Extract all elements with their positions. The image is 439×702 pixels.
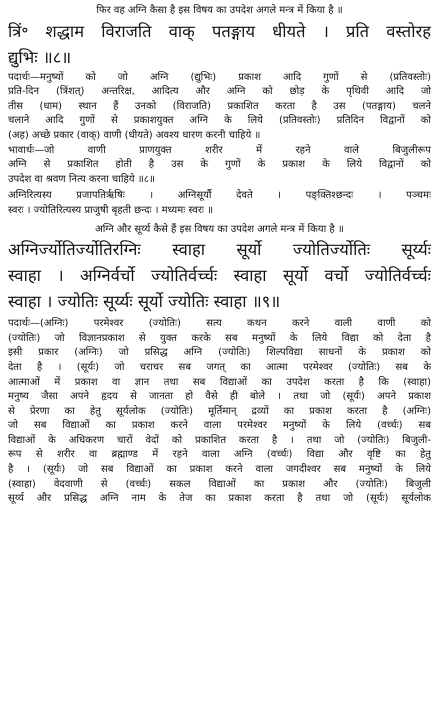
padartha-9-line-6: मनुष्य जैसा अपने हृदय से जानता हो वैसे ही बोले । तथा जो (सूर्यः) अपने प्रकाश: [8, 391, 431, 403]
padartha-9-line-3: इसी प्रकार (अग्निः) जो प्रसिद्ध अग्नि (ज्योतिः) शिल्पविद्या साधनों के प्रकाश को: [8, 347, 431, 359]
padartha-9-line-5: आत्माओं में प्रकाश वा ज्ञान तथा सब विद्याओं का उपदेश करता है कि (स्वाहा): [8, 376, 431, 388]
padartha-9-line-4: देता है । (सूर्यः) जो चराचर सब जगत् का आत्मा परमेश्वर (ज्योतिः) सब के: [8, 361, 431, 373]
padartha-8-line-3: तीस (धाम) स्थान हैं उनको (विराजति) प्रकाशित करता है उस (पतङ्गाय) चलने: [8, 100, 431, 112]
padartha-8-line-1: पदार्थः—मनुष्यों को जो अग्नि (द्युभिः) प्रकाश आदि गुणों से (प्रतिवस्तोः): [8, 71, 431, 83]
padartha-9-line-2: (ज्योतिः) जो विज्ञानप्रकाश से युक्त करके सब मनुष्यों के लिये विद्या को देता है: [8, 332, 431, 344]
padartha-8-line-4: चलाने आदि गुणों से प्रकाशयुक्त अग्नि के लिये (प्रतिवस्तोः) प्रतिदिन विद्वानों को: [8, 115, 431, 127]
mantra-9-line-2: स्वाहा । अग्निर्वर्चो ज्योतिर्वर्च्चः स्वाहा सूर्यो वर्चो ज्योतिर्वर्च्चः: [8, 266, 431, 286]
padartha-8-line-2: प्रति-दिन (त्रिंशत्) अन्तरिक्ष, आदित्य और अग्नि को छोड़ के पृथिवी आदि जो: [8, 86, 431, 98]
intro-line-2: अग्नि और सूर्य्य कैसे हैं इस विषय का उपदेश अगले मन्त्र में किया है ॥: [95, 223, 344, 235]
bhavartha-8-line-1: भावार्थः—जो वाणी प्राणयुक्त शरीर में रहने वाले बिजुलीरूप: [8, 144, 431, 156]
mantra-8-line-2: द्युभिः ॥८॥: [8, 47, 72, 67]
padartha-9-line-10: रूप से शरीर वा ब्रह्माण्ड में रहने वाला अग्नि (वर्च्चः) विद्या और वृष्टि का हेतु: [8, 449, 431, 461]
mantra-8-line-1: त्रिं॰ शद्धाम विराजति वाक् पतङ्गाय धीयते । प्रति वस्तोरह: [8, 21, 431, 41]
padartha-9-line-9: विद्याओं के अधिकरण चारों वेदों को प्रकाशित करता है । तथा जो (ज्योतिः) बिजुली-: [8, 434, 431, 446]
padartha-9-line-8: जो सब विद्याओं का प्रकाश करने वाला परमेश्वर मनुष्यों के लिये (वर्च्चः) सब: [8, 420, 431, 432]
padartha-9-line-12: (स्वाहा) वेदवाणी से (वर्च्चः) सकल विद्याओं का प्रकाश और (ज्योतिः) बिजुली: [8, 478, 431, 490]
meta-line-1: अग्निरित्यस्य प्रजापतिर्ऋषिः । अग्निसूर्यौ देवते । पङ्क्तिश्छन्दः । पञ्चमः: [8, 190, 431, 202]
padartha-8-line-5: (अह) अच्छे प्रकार (वाक्) वाणी (धीयते) अवश्य धारण करनी चाहिये ॥: [8, 129, 261, 141]
intro-line-1: फिर वह अग्नि कैसा है इस विषय का उपदेश अगले मन्त्र में किया है ॥: [96, 5, 343, 16]
padartha-9-line-1: पदार्थः—(अग्निः) परमेश्वर (ज्योतिः) सत्य कथन करने वाली वाणी को: [8, 318, 431, 330]
mantra-9-line-3: स्वाहा । ज्योतिः सूर्य्यः सूर्यो ज्योतिः स्वाहा ॥९॥: [8, 292, 281, 312]
mantra-9-line-1: अग्निर्ज्योतिर्ज्योतिरग्निः स्वाहा सूर्यो ज्योतिर्ज्योतिः सूर्य्यः: [8, 240, 431, 260]
padartha-9-line-7: से प्रेरणा का हेतु सूर्यलोक (ज्योतिः) मूर्तिमान् द्रव्यों का प्रकाश करता है (अग्निः): [8, 405, 431, 417]
meta-line-2: स्वरः । ज्योतिरित्यस्य प्राजुषी बृहती छन्दः । मध्यमः स्वरः ॥: [8, 204, 214, 216]
padartha-9-line-11: है । (सूर्यः) जो सब विद्याओं का प्रकाश करने वाला जगदीश्वर सब मनुष्यों के लिये: [8, 464, 431, 476]
bhavartha-8-line-2: अग्नि से प्रकाशित होती है उस के गुणों के प्रकाश के लिये विद्वानों को: [8, 159, 431, 171]
padartha-9-line-13: सूर्य्य और प्रसिद्ध अग्नि नाम के तेज का प्रकाश करता है तथा जो (सूर्यः) सूर्यलोक: [8, 493, 431, 505]
bhavartha-8-line-3: उपदेश वा श्रवण नित्य करना चाहिये ॥८॥: [8, 173, 155, 185]
